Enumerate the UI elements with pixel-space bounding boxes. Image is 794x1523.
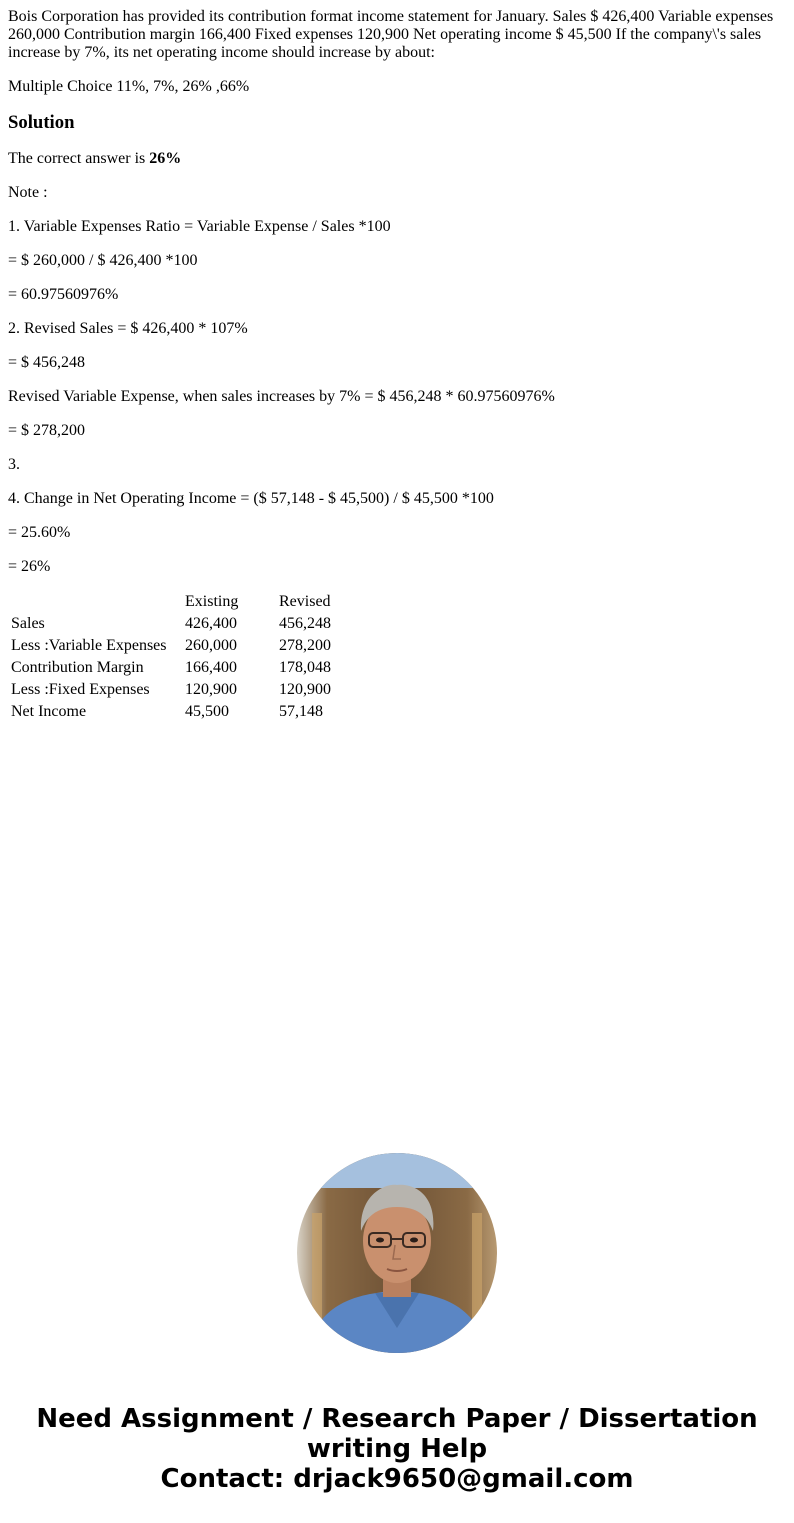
step-4-rounded: = 26% (8, 558, 51, 575)
question-text: Bois Corporation has provided its contribution format income statement for January. Sales $ 426,400 Variable expenses 260,000 Contribution margin 166,400 Fixed expenses 120,900 Net operating income $ 45,500 If the company\'s sales increase by 7%, its net operating income should increase by about: (8, 8, 774, 61)
table-cell: Sales (11, 615, 45, 632)
correct-answer (8, 150, 786, 168)
solution-heading: Solution (8, 112, 75, 133)
table-header-cell: Revised (279, 593, 331, 610)
table-cell: 426,400 (185, 615, 237, 632)
step-1-result: = 60.97560976% (8, 286, 119, 303)
table-header-row (10, 592, 340, 612)
table-row (10, 702, 340, 722)
footer-contact: Contact: drjack9650@gmail.com (160, 1464, 634, 1494)
table-cell: 120,900 (185, 681, 237, 698)
table-row (10, 658, 340, 678)
correct-answer-prefix: The correct answer is (8, 150, 150, 167)
table-cell: 166,400 (185, 659, 237, 676)
table-cell: 178,048 (279, 659, 331, 676)
table-cell: 45,500 (185, 703, 229, 720)
author-portrait-image (297, 1153, 497, 1353)
table-header-cell (10, 592, 182, 612)
table-header-cell: Existing (185, 593, 239, 610)
table-row (10, 680, 340, 700)
step-3-label: 3. (8, 456, 20, 473)
table-cell: Less :Variable Expenses (11, 637, 167, 654)
table-cell: 456,248 (279, 615, 331, 632)
income-statement-table (8, 590, 342, 724)
step-1-substitution: = $ 260,000 / $ 426,400 *100 (8, 252, 198, 269)
table-row (10, 614, 340, 634)
table-cell: 260,000 (185, 637, 237, 654)
table-row (10, 636, 340, 656)
table-cell: Less :Fixed Expenses (11, 681, 150, 698)
footer-banner (0, 1404, 794, 1494)
correct-answer-value: 26% (149, 150, 182, 167)
table-cell: 278,200 (279, 637, 331, 654)
step-2-result: = $ 456,248 (8, 354, 86, 371)
step-4-result: = 25.60% (8, 524, 71, 541)
table-cell: Contribution Margin (11, 659, 144, 676)
footer-line-2: writing Help (306, 1434, 488, 1464)
table-cell: 120,900 (279, 681, 331, 698)
document-body (8, 8, 786, 724)
table-cell: Net Income (11, 703, 87, 720)
footer-line-1: Need Assignment / Research Paper / Dissertation (36, 1404, 758, 1434)
step-1-formula: 1. Variable Expenses Ratio = Variable Expense / Sales *100 (8, 218, 391, 235)
step-4-formula: 4. Change in Net Operating Income = ($ 57,148 - $ 45,500) / $ 45,500 *100 (8, 490, 494, 507)
note-label: Note : (8, 184, 48, 201)
step-2-formula: 2. Revised Sales = $ 426,400 * 107% (8, 320, 248, 337)
revised-variable-expense-result: = $ 278,200 (8, 422, 86, 439)
multiple-choice-options: Multiple Choice 11%, 7%, 26% ,66% (8, 78, 250, 95)
author-avatar (297, 1153, 497, 1353)
table-cell: 57,148 (279, 703, 323, 720)
revised-variable-expense-formula: Revised Variable Expense, when sales increases by 7% = $ 456,248 * 60.97560976% (8, 388, 555, 405)
